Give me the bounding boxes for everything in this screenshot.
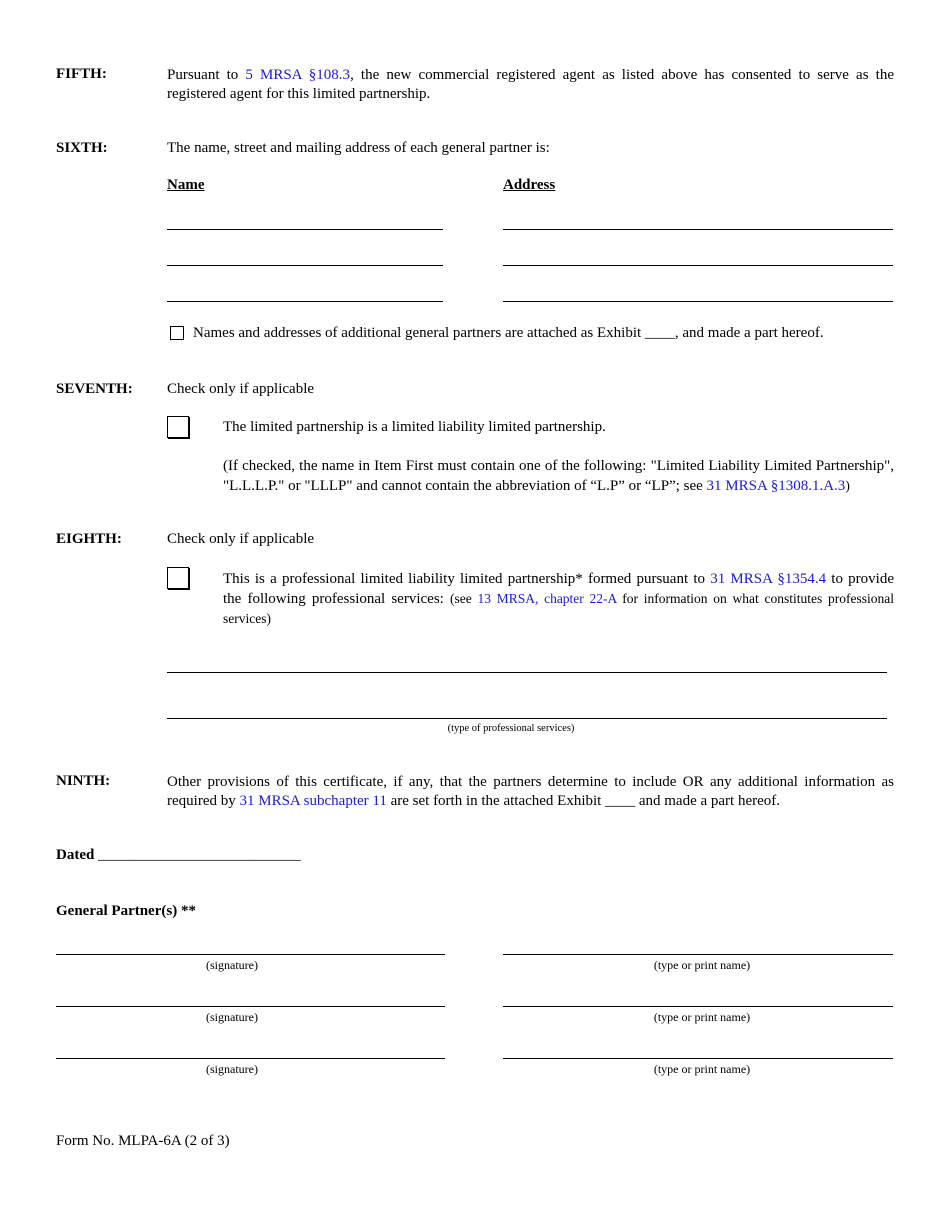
chapter-22a-link[interactable]: 13 MRSA, chapter 22-A <box>477 591 617 606</box>
fifth-label: FIFTH: <box>56 66 107 82</box>
dated-blank[interactable]: ___________________________ <box>98 847 301 863</box>
professional-llp-statement <box>223 570 894 629</box>
print-name-caption-2: (type or print name) <box>653 1010 751 1024</box>
signature-caption-2: (signature) <box>206 1010 258 1024</box>
fifth-statute-link[interactable]: 5 MRSA §108.3 <box>245 67 351 83</box>
signature-caption-1: (signature) <box>206 958 258 972</box>
professional-note-pre: (see <box>449 591 478 606</box>
sixth-text: The name, street and mailing address of each general partner is: <box>167 140 550 156</box>
dated-field[interactable] <box>56 847 301 864</box>
general-partners-title: General Partner(s) ** <box>56 903 196 919</box>
signature-line-2[interactable] <box>56 1006 445 1007</box>
signature-caption-3: (signature) <box>206 1062 258 1076</box>
ninth-text <box>167 773 894 811</box>
lllp-statute-link[interactable]: 31 MRSA §1308.1.A.3 <box>706 478 846 494</box>
name-column-header: Name <box>167 177 205 193</box>
professional-services-line-2[interactable] <box>167 718 887 719</box>
print-name-caption-3: (type or print name) <box>653 1062 751 1076</box>
lllp-note-post: ) <box>845 478 850 493</box>
partner-name-line-2[interactable] <box>167 265 443 266</box>
print-name-line-2[interactable] <box>503 1006 893 1007</box>
print-name-line-3[interactable] <box>503 1058 893 1059</box>
partner-address-line-1[interactable] <box>503 229 893 230</box>
print-name-line-1[interactable] <box>503 954 893 955</box>
professional-llp-checkbox[interactable] <box>167 567 189 589</box>
subchapter-11-link[interactable]: 31 MRSA subchapter 11 <box>239 793 387 809</box>
signature-line-3[interactable] <box>56 1058 445 1059</box>
additional-partners-checkbox[interactable] <box>170 326 184 340</box>
professional-statement-mid: to provide the following professional services: <box>223 571 894 607</box>
form-number: Form No. MLPA-6A (2 of 3) <box>56 1133 230 1149</box>
seventh-check-note: Check only if applicable <box>167 381 315 397</box>
sixth-label: SIXTH: <box>56 140 108 156</box>
lllp-note-pre: (If checked, the name in Item First must contain one of the following: "Limited Liability Limited Partnership", "L.L.L.P." or "LLLP" and cannot contain the abbreviation of “L.P” or “LP”; see <box>223 458 894 494</box>
professional-statute-link[interactable]: 31 MRSA §1354.4 <box>710 571 827 587</box>
ninth-text-post: are set forth in the attached Exhibit ____ and made a part hereof. <box>386 793 781 809</box>
lllp-statement: The limited partnership is a limited liability limited partnership. <box>223 419 606 435</box>
partner-address-line-2[interactable] <box>503 265 893 266</box>
eighth-check-note: Check only if applicable <box>167 531 315 547</box>
print-name-caption-1: (type or print name) <box>653 958 751 972</box>
professional-services-caption: (type of professional services) <box>447 723 575 734</box>
fifth-text-pre: Pursuant to <box>167 67 246 83</box>
lllp-note <box>223 457 894 496</box>
professional-statement-pre: This is a professional limited liability limited partnership* formed pursuant to <box>223 571 711 587</box>
seventh-label: SEVENTH: <box>56 381 133 397</box>
address-column-header: Address <box>503 177 556 193</box>
additional-partners-text: Names and addresses of additional general partners are attached as Exhibit ____, and made a part hereof. <box>193 325 824 341</box>
professional-note-post: for information on what constitutes professional services) <box>223 591 894 626</box>
lllp-checkbox[interactable] <box>167 416 189 438</box>
fifth-text-post: , the new commercial registered agent as listed above has consented to serve as the registered agent for this limited partnership. <box>167 67 894 102</box>
signature-line-1[interactable] <box>56 954 445 955</box>
fifth-text <box>167 66 894 104</box>
dated-label: Dated <box>56 847 95 863</box>
partner-name-line-3[interactable] <box>167 301 443 302</box>
eighth-label: EIGHTH: <box>56 531 122 547</box>
ninth-label: NINTH: <box>56 773 111 789</box>
ninth-text-pre: Other provisions of this certificate, if any, that the partners determine to include OR any additional information as required by <box>167 774 894 809</box>
partner-name-line-1[interactable] <box>167 229 443 230</box>
partner-address-line-3[interactable] <box>503 301 893 302</box>
professional-services-line-1[interactable] <box>167 672 887 673</box>
